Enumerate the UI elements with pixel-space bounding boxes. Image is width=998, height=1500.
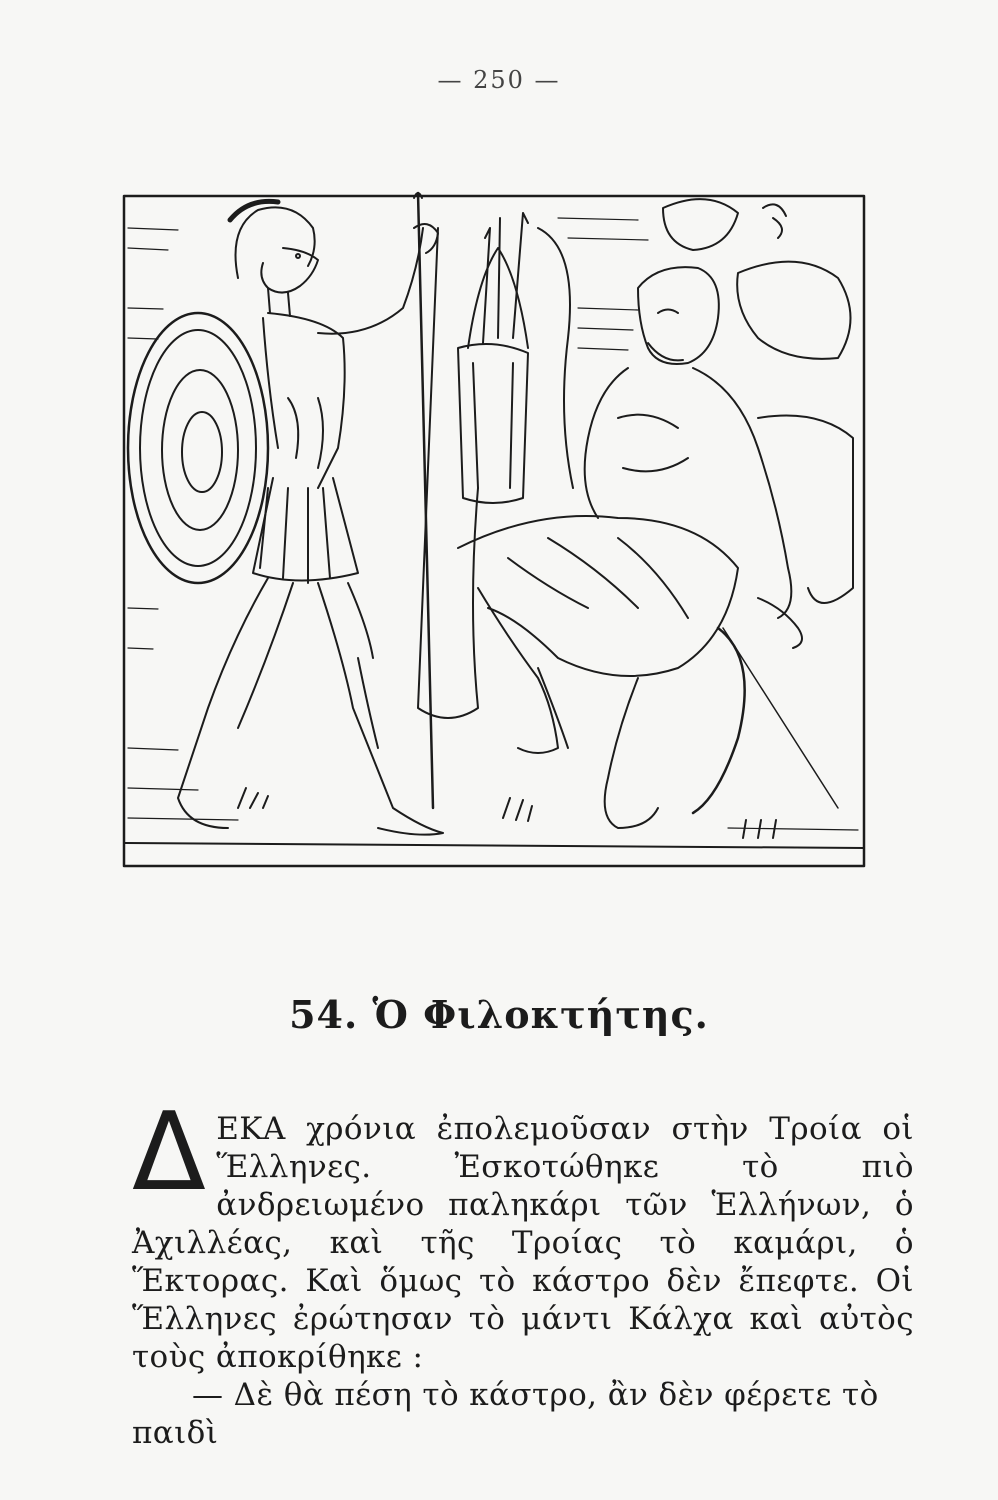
paragraph	[132, 1090, 914, 1376]
chapter-title: 54. Ὁ Φιλοκτήτης.	[289, 992, 709, 1037]
dialogue-line: — Δὲ θὰ πέση τὸ κάστρο, ἂν δὲν φέρετε τὸ παιδὶ	[132, 1377, 879, 1451]
line-drawing	[118, 188, 873, 878]
illustration-warrior-and-philoctetes	[118, 188, 873, 878]
body-text	[132, 1090, 914, 1452]
drop-cap: Δ	[132, 1090, 207, 1215]
page-number: — 250 —	[437, 66, 561, 94]
paragraph-text: ΕΚΑ χρόνια ἐπολεμοῦσαν στὴν Τροία οἱ Ἕλληνες. Ἐσκοτώθηκε τὸ πιὸ ἀνδρειωμένο παληκάρι τῶν Ἑλλήνων, ὁ Ἀχιλλέας, καὶ τῆς Τροίας τὸ καμάρι, ὁ Ἕκτορας. Καὶ ὅμως τὸ κάστρο δὲν ἔπεφτε. Οἱ Ἕλληνες ἐρώτησαν τὸ μάντι Κάλχα καὶ αὐτὸς τοὺς ἀποκρίθηκε :	[132, 1111, 914, 1375]
